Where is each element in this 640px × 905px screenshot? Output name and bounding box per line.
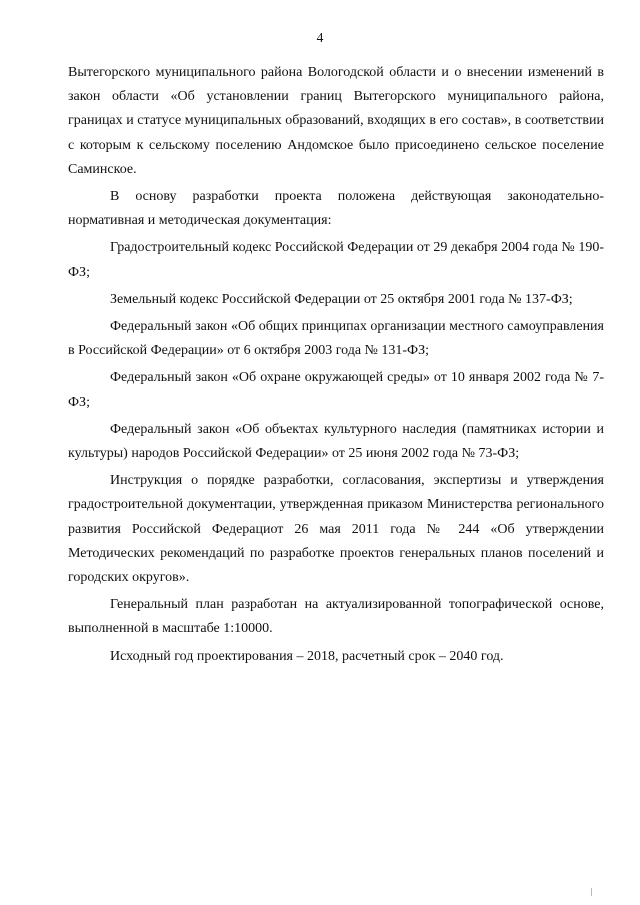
paragraph-land-code: Земельный кодекс Российской Федерации от 25 октября 2001 года № 137-ФЗ; [110,291,573,307]
paragraph-general-plan: Генеральный план разработан на актуализированной топографической основе, выполненной в масштабе 1:10000. [68,597,604,637]
paragraph-local-government-law: Федеральный закон «Об общих принципах организации местного самоуправления в Российской Федерации» от 6 октября 2003 года № 131-ФЗ; [68,319,604,359]
paragraph-intro: В основу разработки проекта положена действующая законодательно-нормативная и методическая документация: [68,189,604,229]
paragraph-instruction: Инструкция о порядке разработки, согласования, экспертизы и утверждения градостроительной документации, утвержденная приказом Министерства регионального развития Российской Федерациот 26 мая 2011 года № 244 «Об утверждении Методических рекомендаций по разработке проектов генеральных планов поселений и городских округов». [68,473,604,586]
document-body [68,61,604,672]
paragraph-urban-code: Градостроительный кодекс Российской Федерации от 29 декабря 2004 года № 190-ФЗ; [68,240,604,280]
paragraph-cultural-heritage-law: Федеральный закон «Об объектах культурного наследия (памятниках истории и культуры) народов Российской Федерации» от 25 июня 2002 года № 73-ФЗ; [68,421,604,462]
paragraph-continuation: Вытегорского муниципального района Вологодской области и о внесении изменений в закон области «Об установлении границ Вытегорского муниципального района, границах и статусе муниципальных образований, входящих в его состав», в соответствии с которым к сельскому поселению Андомское было присоединено сельское поселение Саминское. [68,65,604,177]
paragraph-design-years: Исходный год проектирования – 2018, расчетный срок – 2040 год. [110,648,504,664]
page-number: 4 [316,30,324,45]
scan-mark [591,888,592,896]
paragraph-environment-law: Федеральный закон «Об охране окружающей среды» от 10 января 2002 года № 7-ФЗ; [68,370,604,410]
